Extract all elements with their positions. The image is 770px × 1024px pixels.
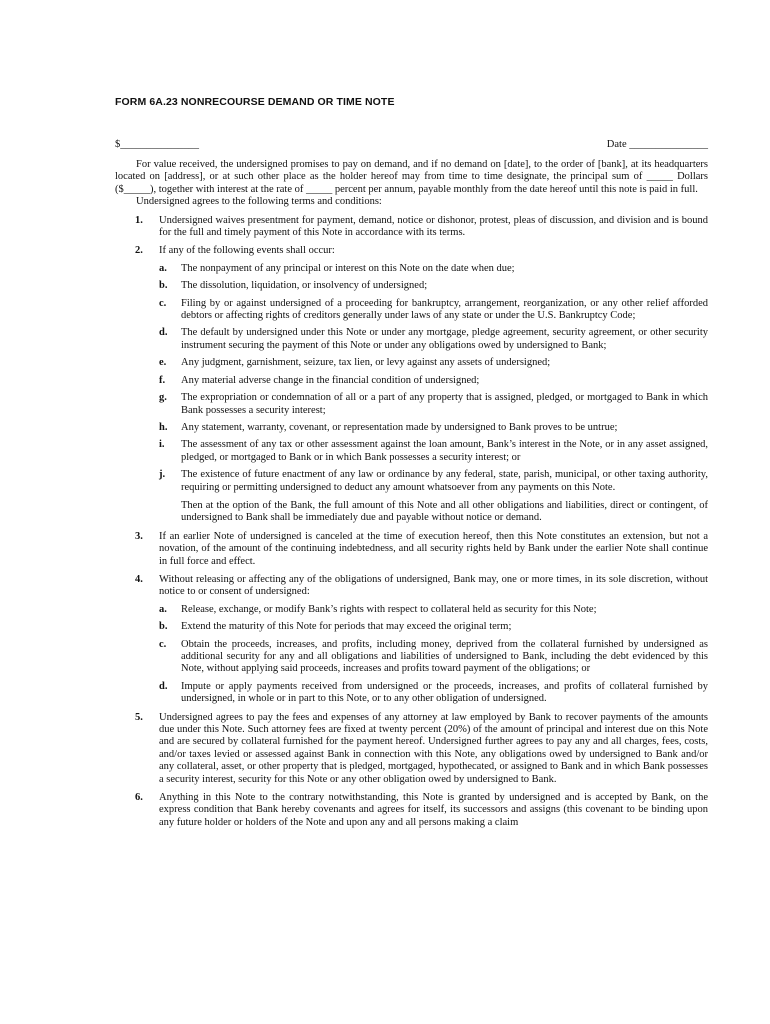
sub-text: The nonpayment of any principal or interest on this Note on the date when due; (181, 262, 515, 274)
item-number: 5. (135, 711, 143, 723)
sub-letter: d. (159, 327, 168, 339)
item-text: Anything in this Note to the contrary notwithstanding, this Note is granted by undersigned and is accepted by Bank, on the express condition that Bank hereby covenants and agrees for itself, its successors and assigns (this covenant to be binding upon any future holder or holders of the Note and upon any and all persons making a claim (159, 792, 708, 828)
note-body (115, 159, 708, 829)
term-item-5 (115, 712, 708, 786)
item-text: Undersigned waives presentment for payment, demand, notice or dishonor, protest, pleas of discussion, and division and is bound for the full and timely payment of this Note in accordance with its terms. (159, 214, 708, 239)
sub-item-2a (159, 263, 708, 275)
item-number: 2. (135, 245, 143, 257)
terms-lead-in: Undersigned agrees to the following terms and conditions: (136, 196, 382, 208)
sub-text: Obtain the proceeds, increases, and profits, including money, deprived from the collateral furnished by undersigned as additional security for any and all obligations and liabilities of undersigned to Bank, including the debt evidenced by this Note, without applying said proceeds, increases and profits toward payment of the obligations; or (181, 638, 708, 675)
sub-item-2f (159, 375, 708, 387)
item-number: 6. (135, 792, 143, 804)
sub-letter: g. (159, 392, 167, 404)
sub-item-2c (159, 298, 708, 323)
term-item-6 (115, 792, 708, 829)
sub-letter: c. (159, 297, 167, 309)
item-number: 3. (135, 530, 143, 542)
sub-letter: e. (159, 357, 167, 369)
sub-item-2d (159, 327, 708, 352)
sub-text: The expropriation or condemnation of all or a part of any property that is assigned, pledged, or mortgaged to Bank in which Bank possesses a security interest; (181, 392, 708, 416)
sub-text: Any judgment, garnishment, seizure, tax lien, or levy against any assets of undersigned; (181, 357, 551, 369)
sub-letter: i. (159, 439, 165, 451)
item-number: 1. (135, 214, 143, 226)
sub-letter: j. (159, 469, 166, 481)
sub-text: The assessment of any tax or other assessment against the loan amount, Bank’s interest in the Note, or in any asset assigned, pledged, or mortgaged to Bank or in which Bank possesses a security interest; or (181, 439, 708, 463)
sub-text: The dissolution, liquidation, or insolvency of undersigned; (181, 280, 428, 292)
sub-letter: b. (159, 621, 168, 633)
intro-paragraph: For value received, the undersigned promises to pay on demand, and if no demand on [date], to the order of [bank], at its headquarters located on [address], or at such other place as the holder hereof may from time to time designate, the principal sum of _____ Dollars ($_____), together with interest at the rate of _____ percent per annum, payable monthly from the date hereof until this note is paid in full. (115, 159, 708, 195)
date-field: Date _______________ (606, 139, 708, 150)
sub-letter: a. (159, 603, 167, 615)
item-text: If any of the following events shall occur: (159, 245, 335, 257)
sub-text: Impute or apply payments received from undersigned or the proceeds, increases, and profits of collateral furnished by undersigned, in whole or in part to this Note, or to any other obligation of undersigned. (181, 680, 708, 705)
sub-letter: c. (159, 638, 167, 650)
acceleration-clause: Then at the option of the Bank, the full amount of this Note and all other obligations and liabilities, direct or contingent, of undersigned to Bank shall be immediately due and payable without notice or demand. (181, 499, 708, 524)
sub-item-2e (159, 357, 708, 369)
sub-text: The default by undersigned under this Note or under any mortgage, pledge agreement, security agreement, or other security instrument securing the payment of this Note or under any obligations owed by undersigned to Bank; (181, 327, 708, 351)
sub-item-2j (159, 469, 708, 494)
sub-letter: f. (159, 374, 166, 386)
sub-text: Filing by or against undersigned of a proceeding for bankruptcy, arrangement, reorganization, or any other relief afforded debtors or affecting rights of creditors generally under laws of any state or under the U.S. Bankruptcy Code; (181, 297, 708, 322)
sub-letter: b. (159, 280, 168, 292)
item-text: Without releasing or affecting any of the obligations of undersigned, Bank may, one or more times, in its sole discretion, without notice to or consent of undersigned: (159, 573, 708, 598)
item-text: If an earlier Note of undersigned is canceled at the time of execution hereof, then this Note constitutes an extension, but not a novation, of the amount of the continuing indebtedness, and all security rights held by Bank under the earlier Note shall continue in full force and effect. (159, 530, 708, 567)
sub-item-4c (159, 639, 708, 676)
sub-item-4d (159, 681, 708, 706)
amount-field: $_______________ (115, 139, 199, 150)
sub-item-2h (159, 422, 708, 434)
term-item-4 (115, 574, 708, 706)
sub-item-4a (159, 604, 708, 616)
item-text: Undersigned agrees to pay the fees and expenses of any attorney at law employed by Bank to recover payments of the amounts due under this Note. Such attorney fees are fixed at twenty percent (20%) of the amount of principal and interest due on this Note and are secured by collateral furnished for the payment hereof. Undersigned further agrees to pay any and all charges, fees, costs, and/or taxes levied or assessed against Bank in connection with this Note, any obligations owed by undersigned to Bank and/or any collateral, asset, or other property that is pledged, mortgaged, hypothecated, or assigned to Bank and in which Bank possesses a security interest, security for this Note or any other obligation owed by undersigned to Bank. (159, 711, 708, 785)
sub-letter: d. (159, 680, 168, 692)
sub-text: Extend the maturity of this Note for periods that may exceed the original term; (181, 621, 512, 633)
sub-text: Release, exchange, or modify Bank’s rights with respect to collateral held as security for this Note; (181, 603, 597, 615)
sub-text: Any statement, warranty, covenant, or representation made by undersigned to Bank proves to be untrue; (181, 421, 618, 433)
form-title: FORM 6A.23 NONRECOURSE DEMAND OR TIME NOTE (115, 96, 395, 108)
sub-item-2i (159, 439, 708, 464)
sub-item-2g (159, 392, 708, 417)
sub-item-2b (159, 280, 708, 292)
term-item-2 (115, 245, 708, 524)
sub-text: Any material adverse change in the financial condition of undersigned; (181, 374, 480, 386)
term-item-3 (115, 531, 708, 568)
term-item-1 (115, 215, 708, 240)
sub-text: The existence of future enactment of any law or ordinance by any federal, state, parish, municipal, or other taxing authority, requiring or permitting undersigned to deduct any amount whatsoever from any payments on this Note. (181, 469, 708, 493)
item-number: 4. (135, 573, 143, 585)
sub-letter: h. (159, 421, 168, 433)
sub-letter: a. (159, 262, 167, 274)
sub-item-4b (159, 621, 708, 633)
